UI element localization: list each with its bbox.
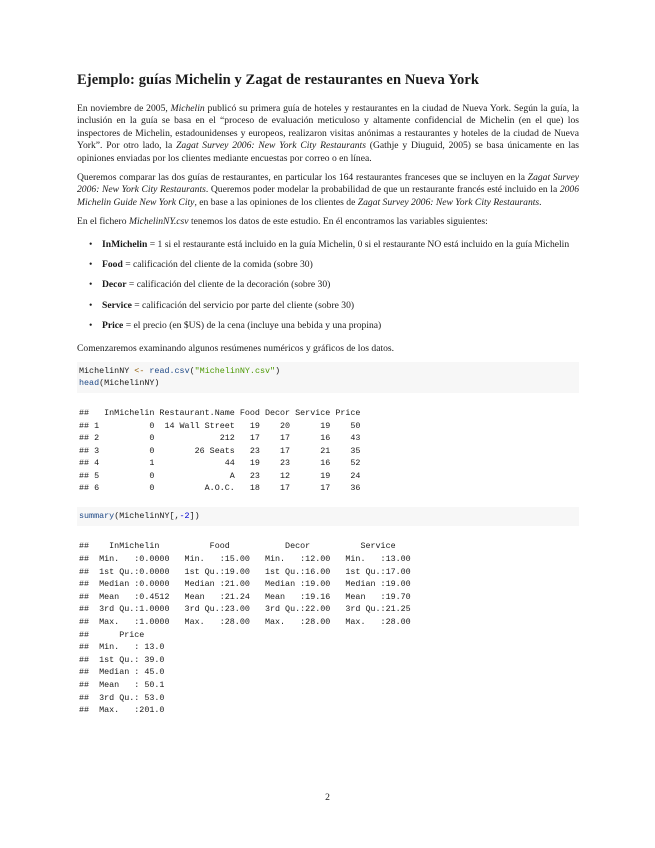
text-run: , en base a las opiniones de los clientes de [194, 196, 358, 208]
list-item [89, 299, 579, 312]
variable-name: Service [102, 299, 132, 311]
bullet-icon: • [89, 320, 93, 332]
code-number: -2 [179, 511, 190, 522]
text-run-italic: Zagat Survey 2006: New York City Restaurants [176, 140, 366, 152]
code-function: summary [79, 511, 115, 522]
variable-name: InMichelin [102, 238, 148, 250]
summary-intro-paragraph: Comenzaremos examinando algunos resúmenes numéricos y gráficos de los datos. [77, 342, 395, 354]
text-run: publicó su primera guía de hoteles y restaurantes en la ciudad de Nueva York. Según la guía, la inclusión en la guía se basa en el “proceso de evaluación meticuloso y altamente confidencial de Michelin (en el que) los inspectores de Michelin, estadounidenses y europeos, realizaron visitas anónimas a restaurantes y hoteles de la ciudad de Nueva York”. Por otro lado, la [77, 103, 579, 152]
code-token: (MichelinNY) [99, 377, 160, 388]
text-run-italic: 2006 Michelin Guide New York City [77, 184, 579, 208]
text-run-italic: Michelin [170, 103, 205, 114]
bullet-icon: • [89, 259, 93, 271]
list-item [89, 259, 579, 271]
code-token: MichelinNY [79, 366, 135, 377]
page-number: 2 [325, 792, 330, 803]
text-run: (Gathje y Diuguid, 2005) se basa únicamente en las opiniones enviadas por los clientes mediante encuestas por correo o en línea. [77, 140, 579, 164]
list-item [89, 279, 579, 291]
intro-paragraph [77, 103, 579, 165]
code-block-read [77, 362, 579, 393]
variable-desc: = calificación del servicio por parte del cliente (sobre 30) [131, 299, 355, 311]
text-run: tenemos los datos de este estudio. En él encontramos las variables siguientes: [188, 216, 488, 228]
code-block-summary [77, 507, 579, 526]
variable-name: Food [102, 259, 123, 271]
bullet-icon: • [89, 238, 93, 250]
code-token: (MichelinNY[, [114, 511, 180, 522]
text-run-italic: Zagat Survey 2006: New York City Restaurants [77, 172, 579, 196]
variable-desc: = 1 si el restaurante está incluido en la guía Michelin, 0 si el restaurante NO está incluido en la guía Michelin [147, 238, 570, 250]
list-item [89, 238, 579, 251]
bullet-icon: • [89, 299, 93, 311]
output-summary: ## InMichelin Food Decor Service ## Min. :0.0000 Min. :15.00 Min. :12.00 Min. :13.00 ## 1st Qu.:0.0000 1st Qu.:19.00 1st Qu.:16.00 1st Qu.:17.00 ## Median :0.0000 Median :21.00 Median :19.00 Median :19.00 ## Mean :0.4512 Mean :21.24 Mean :19.16 Mean :19.70 ## 3rd Qu.:1.0000 3rd Qu.:23.00 3rd Qu.:22.00 3rd Qu.:21.25 ## Max. :1.0000 Max. :28.00 Max. :28.00 Max. :28.00 ## Price ## Min. : 13.0 ## 1st Qu.: 39.0 ## Median : 45.0 ## Mean : 50.1 ## 3rd Qu.: 53.0 ## Max. :201.0 [79, 541, 411, 716]
file-name: MichelinNY.csv [128, 216, 189, 228]
text-run: En el fichero [77, 216, 129, 228]
section-title: Ejemplo: guías Michelin y Zagat de restaurantes en Nueva York [77, 72, 480, 88]
output-head: ## InMichelin Restaurant.Name Food Decor Service Price ## 1 0 14 Wall Street 19 20 19 50 ## 2 0 212 17 17 16 43 ## 3 0 26 Seats 23 17 21 35 ## 4 1 44 19 23 16 52 ## 5 0 A 23 12 19 24 ## 6 0 A.O.C. 18 17 17 36 [79, 407, 361, 494]
code-function: head [79, 377, 100, 388]
variable-desc: = calificación del cliente de la decoración (sobre 30) [126, 279, 331, 291]
code-function: read.csv [149, 366, 190, 377]
code-operator: <- [134, 366, 145, 377]
text-run: . [539, 196, 542, 208]
text-run-italic: Zagat Survey 2006: New York City Restaurants [357, 196, 540, 208]
text-run: . Queremos poder modelar la probabilidad de que un restaurante francés esté incluido en la [205, 184, 560, 196]
goal-paragraph [77, 172, 579, 209]
bullet-icon: • [89, 279, 93, 291]
code-token: ) [275, 366, 281, 377]
code-string: "MichelinNY.csv" [194, 366, 276, 377]
variable-desc: = el precio (en $US) de la cena (incluye una bebida y una propina) [123, 320, 382, 332]
code-token: ( [189, 366, 195, 377]
variable-name: Price [102, 320, 124, 332]
file-paragraph [77, 216, 579, 228]
variable-name: Decor [102, 279, 127, 291]
page-content [77, 72, 579, 729]
code-token: ]) [189, 511, 200, 522]
text-run: Queremos comparar las dos guías de restaurantes, en particular los 164 restaurantes franceses que se incluyen en la [77, 172, 528, 184]
variable-desc: = calificación del cliente de la comida (sobre 30) [122, 259, 313, 271]
variable-list [77, 239, 579, 333]
text-run: En noviembre de 2005, [77, 103, 171, 114]
list-item [89, 320, 579, 332]
